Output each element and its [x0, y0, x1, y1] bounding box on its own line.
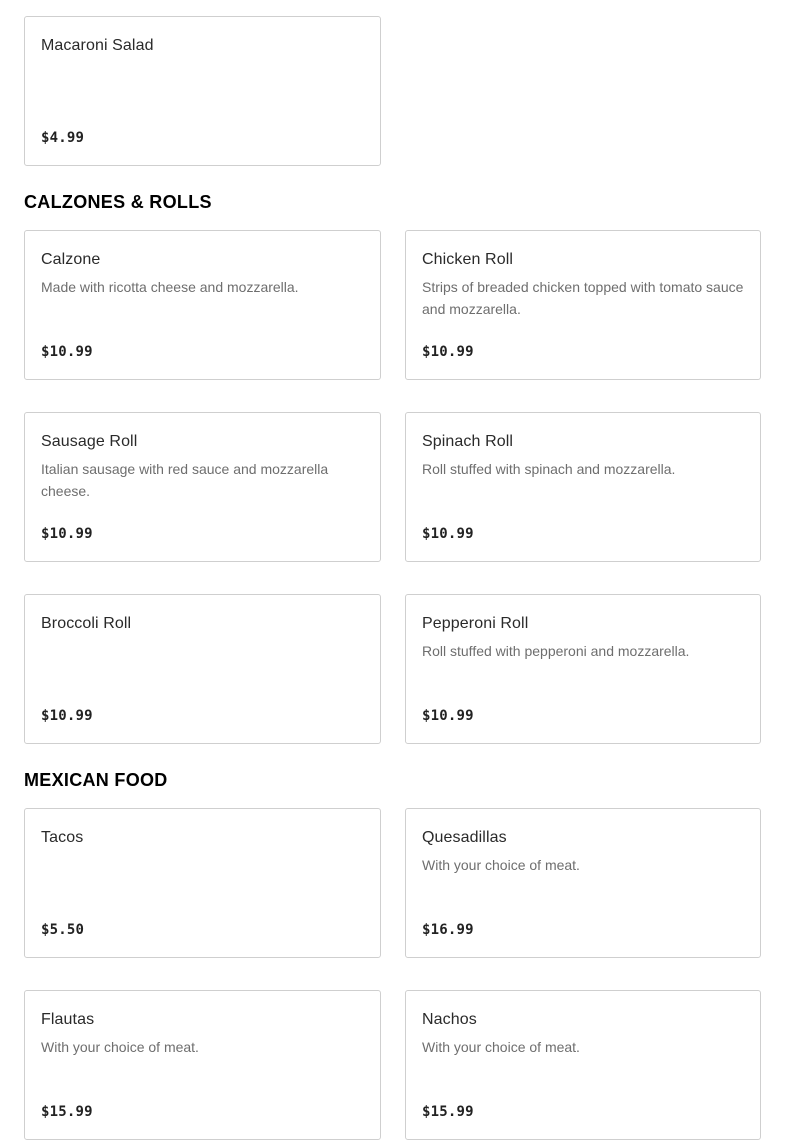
section-title-calzones-rolls: CALZONES & ROLLS	[24, 192, 212, 212]
menu-item-card[interactable]	[24, 594, 381, 744]
menu-item-card[interactable]	[24, 230, 381, 380]
menu-item-price: $15.99	[41, 1104, 93, 1120]
menu-item-description: With your choice of meat.	[422, 857, 580, 873]
menu-item-price: $10.99	[422, 708, 474, 724]
menu-item-name: Macaroni Salad	[41, 37, 154, 54]
menu-item-price: $4.99	[41, 130, 85, 146]
menu-item-name: Tacos	[41, 829, 84, 846]
menu-item-name: Nachos	[422, 1011, 477, 1028]
menu-item-description: Italian sausage with red sauce and mozzarella cheese.	[41, 461, 329, 499]
menu-item-card[interactable]	[405, 412, 761, 562]
menu-item-price: $10.99	[41, 708, 93, 724]
menu-item-name: Quesadillas	[422, 829, 507, 846]
menu-item-price: $10.99	[41, 526, 93, 542]
menu-item-card[interactable]	[24, 16, 381, 166]
menu-item-name: Broccoli Roll	[41, 615, 132, 632]
menu-item-description: Strips of breaded chicken topped with tomato sauce and mozzarella.	[422, 279, 744, 317]
menu-item-price: $15.99	[422, 1104, 474, 1120]
menu-item-card[interactable]	[24, 990, 381, 1140]
menu-item-card[interactable]	[24, 412, 381, 562]
menu-item-description: Roll stuffed with pepperoni and mozzarella.	[422, 643, 690, 659]
menu-item-description: Roll stuffed with spinach and mozzarella.	[422, 461, 676, 477]
menu-item-card[interactable]	[405, 230, 761, 380]
menu-item-description: With your choice of meat.	[422, 1039, 580, 1055]
menu-item-name: Flautas	[41, 1011, 95, 1028]
menu-item-name: Calzone	[41, 251, 101, 268]
menu-item-description: Made with ricotta cheese and mozzarella.	[41, 279, 299, 295]
menu-item-price: $10.99	[41, 344, 93, 360]
menu-item-card[interactable]	[405, 808, 761, 958]
menu-item-name: Pepperoni Roll	[422, 615, 529, 632]
menu-item-price: $10.99	[422, 526, 474, 542]
menu-item-name: Spinach Roll	[422, 433, 514, 450]
menu-item-price: $5.50	[41, 922, 85, 938]
menu-item-card[interactable]	[24, 808, 381, 958]
menu-item-card[interactable]	[405, 594, 761, 744]
menu-item-description: With your choice of meat.	[41, 1039, 199, 1055]
menu-item-name: Sausage Roll	[41, 433, 138, 450]
menu-item-card[interactable]	[405, 990, 761, 1140]
menu-item-name: Chicken Roll	[422, 251, 514, 268]
menu-item-price: $16.99	[422, 922, 474, 938]
menu-item-price: $10.99	[422, 344, 474, 360]
section-title-mexican-food: MEXICAN FOOD	[24, 770, 168, 790]
